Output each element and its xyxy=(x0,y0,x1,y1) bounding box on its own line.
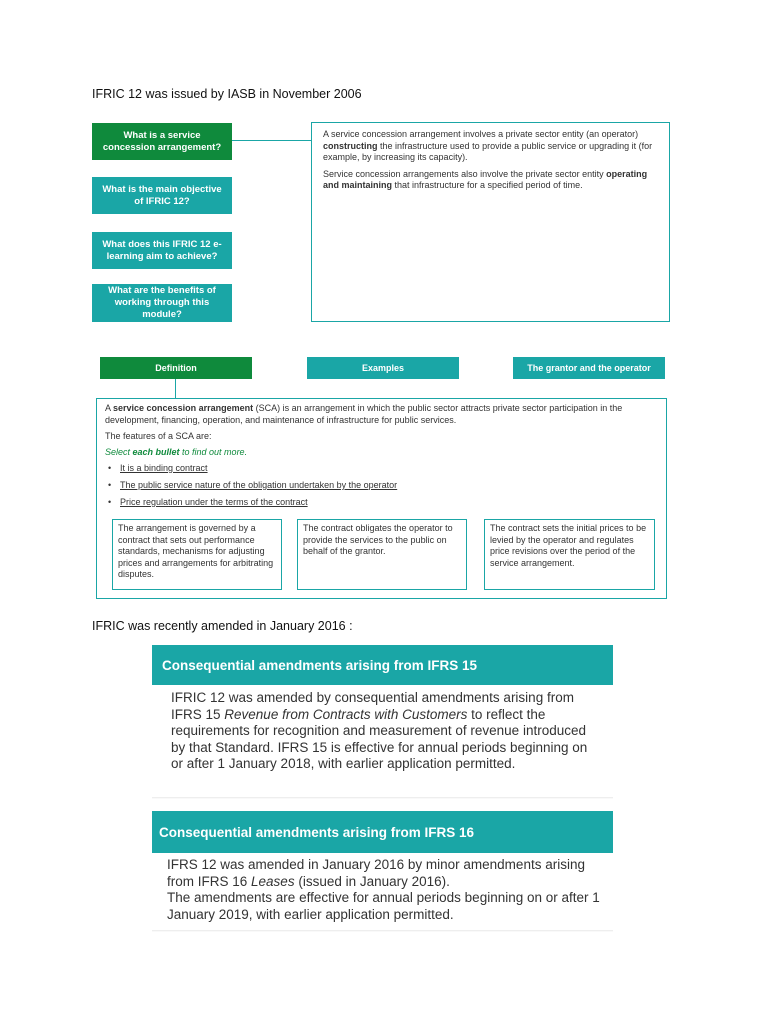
question-button-sca[interactable]: What is a service concession arrangement? xyxy=(92,123,232,160)
answer-paragraph-2: Service concession arrangements also involve the private sector entity operating and maintaining that infrastructure for a specified period of time. xyxy=(323,168,648,190)
bullet-icon: • xyxy=(108,497,112,507)
amendment-statement: IFRIC was recently amended in January 2016 : xyxy=(92,619,353,633)
tab-examples[interactable]: Examples xyxy=(307,357,459,379)
connector-line xyxy=(232,140,312,141)
bullet-icon: • xyxy=(108,480,112,490)
feature-bullet-public-service[interactable]: • The public service nature of the obligation undertaken by the operator xyxy=(108,480,398,490)
feature-bullet-binding[interactable]: • It is a binding contract xyxy=(108,463,208,473)
amendment-ifrs16-title: Consequential amendments arising from IFRS 16 xyxy=(152,811,613,853)
answer-panel xyxy=(311,122,670,322)
feature-bullet-price-regulation[interactable]: • Price regulation under the terms of the contract xyxy=(108,497,308,507)
select-hint: Select each bullet to find out more. xyxy=(105,447,248,457)
question-button-benefits[interactable]: What are the benefits of working through this module? xyxy=(92,284,232,322)
amendment-ifrs15-title: Consequential amendments arising from IFRS 15 xyxy=(152,645,613,685)
feature-box-prices: The contract sets the initial prices to be levied by the operator and regulates price revisions over the period of the service arrangement. xyxy=(484,519,655,590)
question-button-aim[interactable]: What does this IFRIC 12 e-learning aim to achieve? xyxy=(92,232,232,269)
amendment-ifrs15-body: IFRIC 12 was amended by consequential amendments arising from IFRS 15 Revenue from Contracts with Customers to reflect the requirements for recognition and measurement of revenue introduced by that Standard. IFRS 15 is effective for annual periods beginning on or after 1 January 2018, with earlier application permitted. xyxy=(171,690,588,771)
tab-connector xyxy=(175,379,176,399)
definition-text: A service concession arrangement (SCA) is an arrangement in which the public sector attracts private sector participation in the development, financing, operation, and maintenance of infrastructure for public services. xyxy=(105,403,623,425)
feature-box-contract: The arrangement is governed by a contract that sets out performance standards, mechanisms for adjusting prices and arrangements for arbitrating disputes. xyxy=(112,519,282,590)
bullet-icon: • xyxy=(108,463,112,473)
tab-grantor-operator[interactable]: The grantor and the operator xyxy=(513,357,665,379)
features-label: The features of a SCA are: xyxy=(105,431,212,441)
answer-paragraph-1: A service concession arrangement involves a private sector entity (an operator) constructing the infrastructure used to provide a public service or upgrading it (for example, by increasing its capacity). xyxy=(323,129,653,162)
question-button-objective[interactable]: What is the main objective of IFRIC 12? xyxy=(92,177,232,214)
amendment-ifrs16-body: IFRS 12 was amended in January 2016 by minor amendments arising from IFRS 16 Leases (issued in January 2016). The amendments are effective for annual periods beginning on or after 1 January 2019, with earlier application permitted. xyxy=(167,857,600,922)
issue-statement: IFRIC 12 was issued by IASB in November 2006 xyxy=(92,87,362,101)
tab-definition[interactable]: Definition xyxy=(100,357,252,379)
feature-box-obligation: The contract obligates the operator to provide the services to the public on behalf of the grantor. xyxy=(297,519,467,590)
divider xyxy=(152,930,613,932)
divider xyxy=(152,797,613,799)
